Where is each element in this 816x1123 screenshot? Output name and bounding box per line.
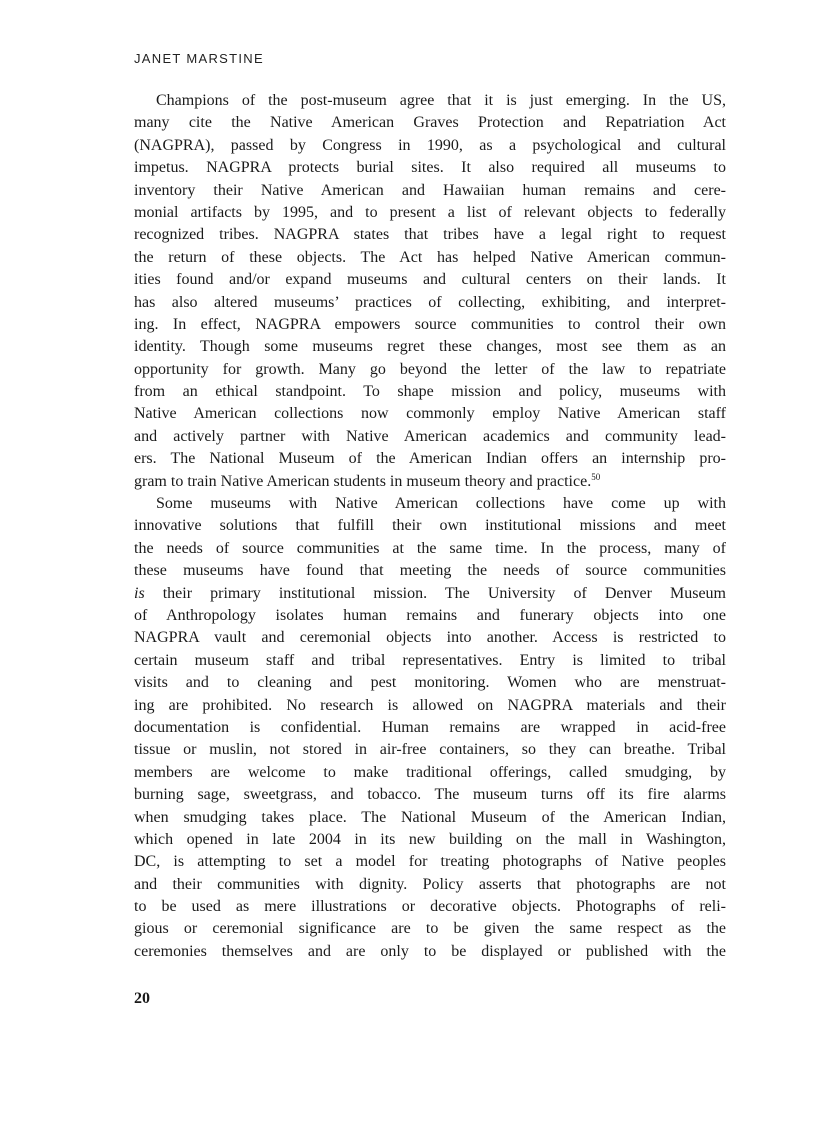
paragraph-2 bbox=[134, 493, 726, 963]
text-line: which opened in late 2004 in its new building on the mall in Washington, bbox=[134, 830, 726, 848]
text-line bbox=[134, 471, 726, 493]
text-line: recognized tribes. NAGPRA states that tribes have a legal right to request bbox=[134, 226, 726, 244]
emphasis-is: is bbox=[134, 584, 145, 602]
text-line: inventory their Native American and Hawaiian human remains and cere- bbox=[134, 181, 726, 199]
text-line: and their communities with dignity. Policy asserts that photographs are not bbox=[134, 875, 726, 893]
text-line: NAGPRA vault and ceremonial objects into another. Access is restricted to bbox=[134, 629, 726, 647]
text-line: monial artifacts by 1995, and to present a list of relevant objects to federally bbox=[134, 203, 726, 221]
text-line: from an ethical standpoint. To shape mission and policy, museums with bbox=[134, 383, 726, 401]
text-line: certain museum staff and tribal representatives. Entry is limited to tribal bbox=[134, 651, 726, 669]
text-line: ing are prohibited. No research is allowed on NAGPRA materials and their bbox=[134, 696, 726, 714]
text-line: members are welcome to make traditional offerings, called smudging, by bbox=[134, 763, 726, 781]
text-line: the needs of source communities at the same time. In the process, many of bbox=[134, 539, 726, 557]
text-line bbox=[134, 583, 726, 605]
text-line: when smudging takes place. The National Museum of the American Indian, bbox=[134, 808, 726, 826]
text-line: these museums have found that meeting the needs of source communities bbox=[134, 562, 726, 580]
text-line: burning sage, sweetgrass, and tobacco. The museum turns off its fire alarms bbox=[134, 786, 726, 804]
text-line: ing. In effect, NAGPRA empowers source communities to control their own bbox=[134, 315, 726, 333]
text-line: tissue or muslin, not stored in air-free containers, so they can breathe. Tribal bbox=[134, 741, 726, 759]
text-line-rest: their primary institutional mission. The University of Denver Museum bbox=[144, 584, 726, 602]
text-line: (NAGPRA), passed by Congress in 1990, as a psychological and cultural bbox=[134, 136, 726, 154]
text-line: visits and to cleaning and pest monitoring. Women who are menstruat- bbox=[134, 674, 726, 692]
text-line-content: gram to train Native American students in museum theory and practice. bbox=[134, 472, 592, 490]
text-line: identity. Though some museums regret these changes, most see them as an bbox=[134, 338, 726, 356]
text-line: DC, is attempting to set a model for treating photographs of Native peoples bbox=[134, 853, 726, 871]
text-line: to be used as mere illustrations or decorative objects. Photographs of reli- bbox=[134, 898, 726, 916]
text-line: and actively partner with Native American academics and community lead- bbox=[134, 427, 726, 445]
text-line: innovative solutions that fulfill their own institutional missions and meet bbox=[134, 517, 726, 535]
text-line: opportunity for growth. Many go beyond the letter of the law to repatriate bbox=[134, 360, 726, 378]
text-line: ities found and/or expand museums and cultural centers on their lands. It bbox=[134, 271, 726, 289]
text-line: Some museums with Native American collections have come up with bbox=[156, 495, 726, 513]
text-line: many cite the Native American Graves Protection and Repatriation Act bbox=[134, 114, 726, 132]
paragraph-1 bbox=[134, 90, 726, 493]
text-line: impetus. NAGPRA protects burial sites. It also required all museums to bbox=[134, 159, 726, 177]
text-line: Champions of the post-museum agree that it is just emerging. In the US, bbox=[156, 92, 726, 109]
text-line: of Anthropology isolates human remains and funerary objects into one bbox=[134, 606, 726, 624]
footnote-reference: 50 bbox=[591, 471, 601, 482]
text-line: has also altered museums’ practices of collecting, exhibiting, and interpret- bbox=[134, 293, 726, 311]
text-line: gious or ceremonial significance are to be given the same respect as the bbox=[134, 920, 726, 938]
text-line: ers. The National Museum of the American Indian offers an internship pro- bbox=[134, 450, 726, 468]
text-line: ceremonies themselves and are only to be displayed or published with the bbox=[134, 942, 726, 960]
text-line: documentation is confidential. Human remains are wrapped in acid-free bbox=[134, 718, 726, 736]
text-line: the return of these objects. The Act has helped Native American commun- bbox=[134, 248, 726, 266]
text-line: Native American collections now commonly employ Native American staff bbox=[134, 405, 726, 423]
page-number: 20 bbox=[134, 990, 150, 1007]
body-text bbox=[134, 90, 726, 963]
running-head: JANET MARSTINE bbox=[134, 51, 264, 66]
